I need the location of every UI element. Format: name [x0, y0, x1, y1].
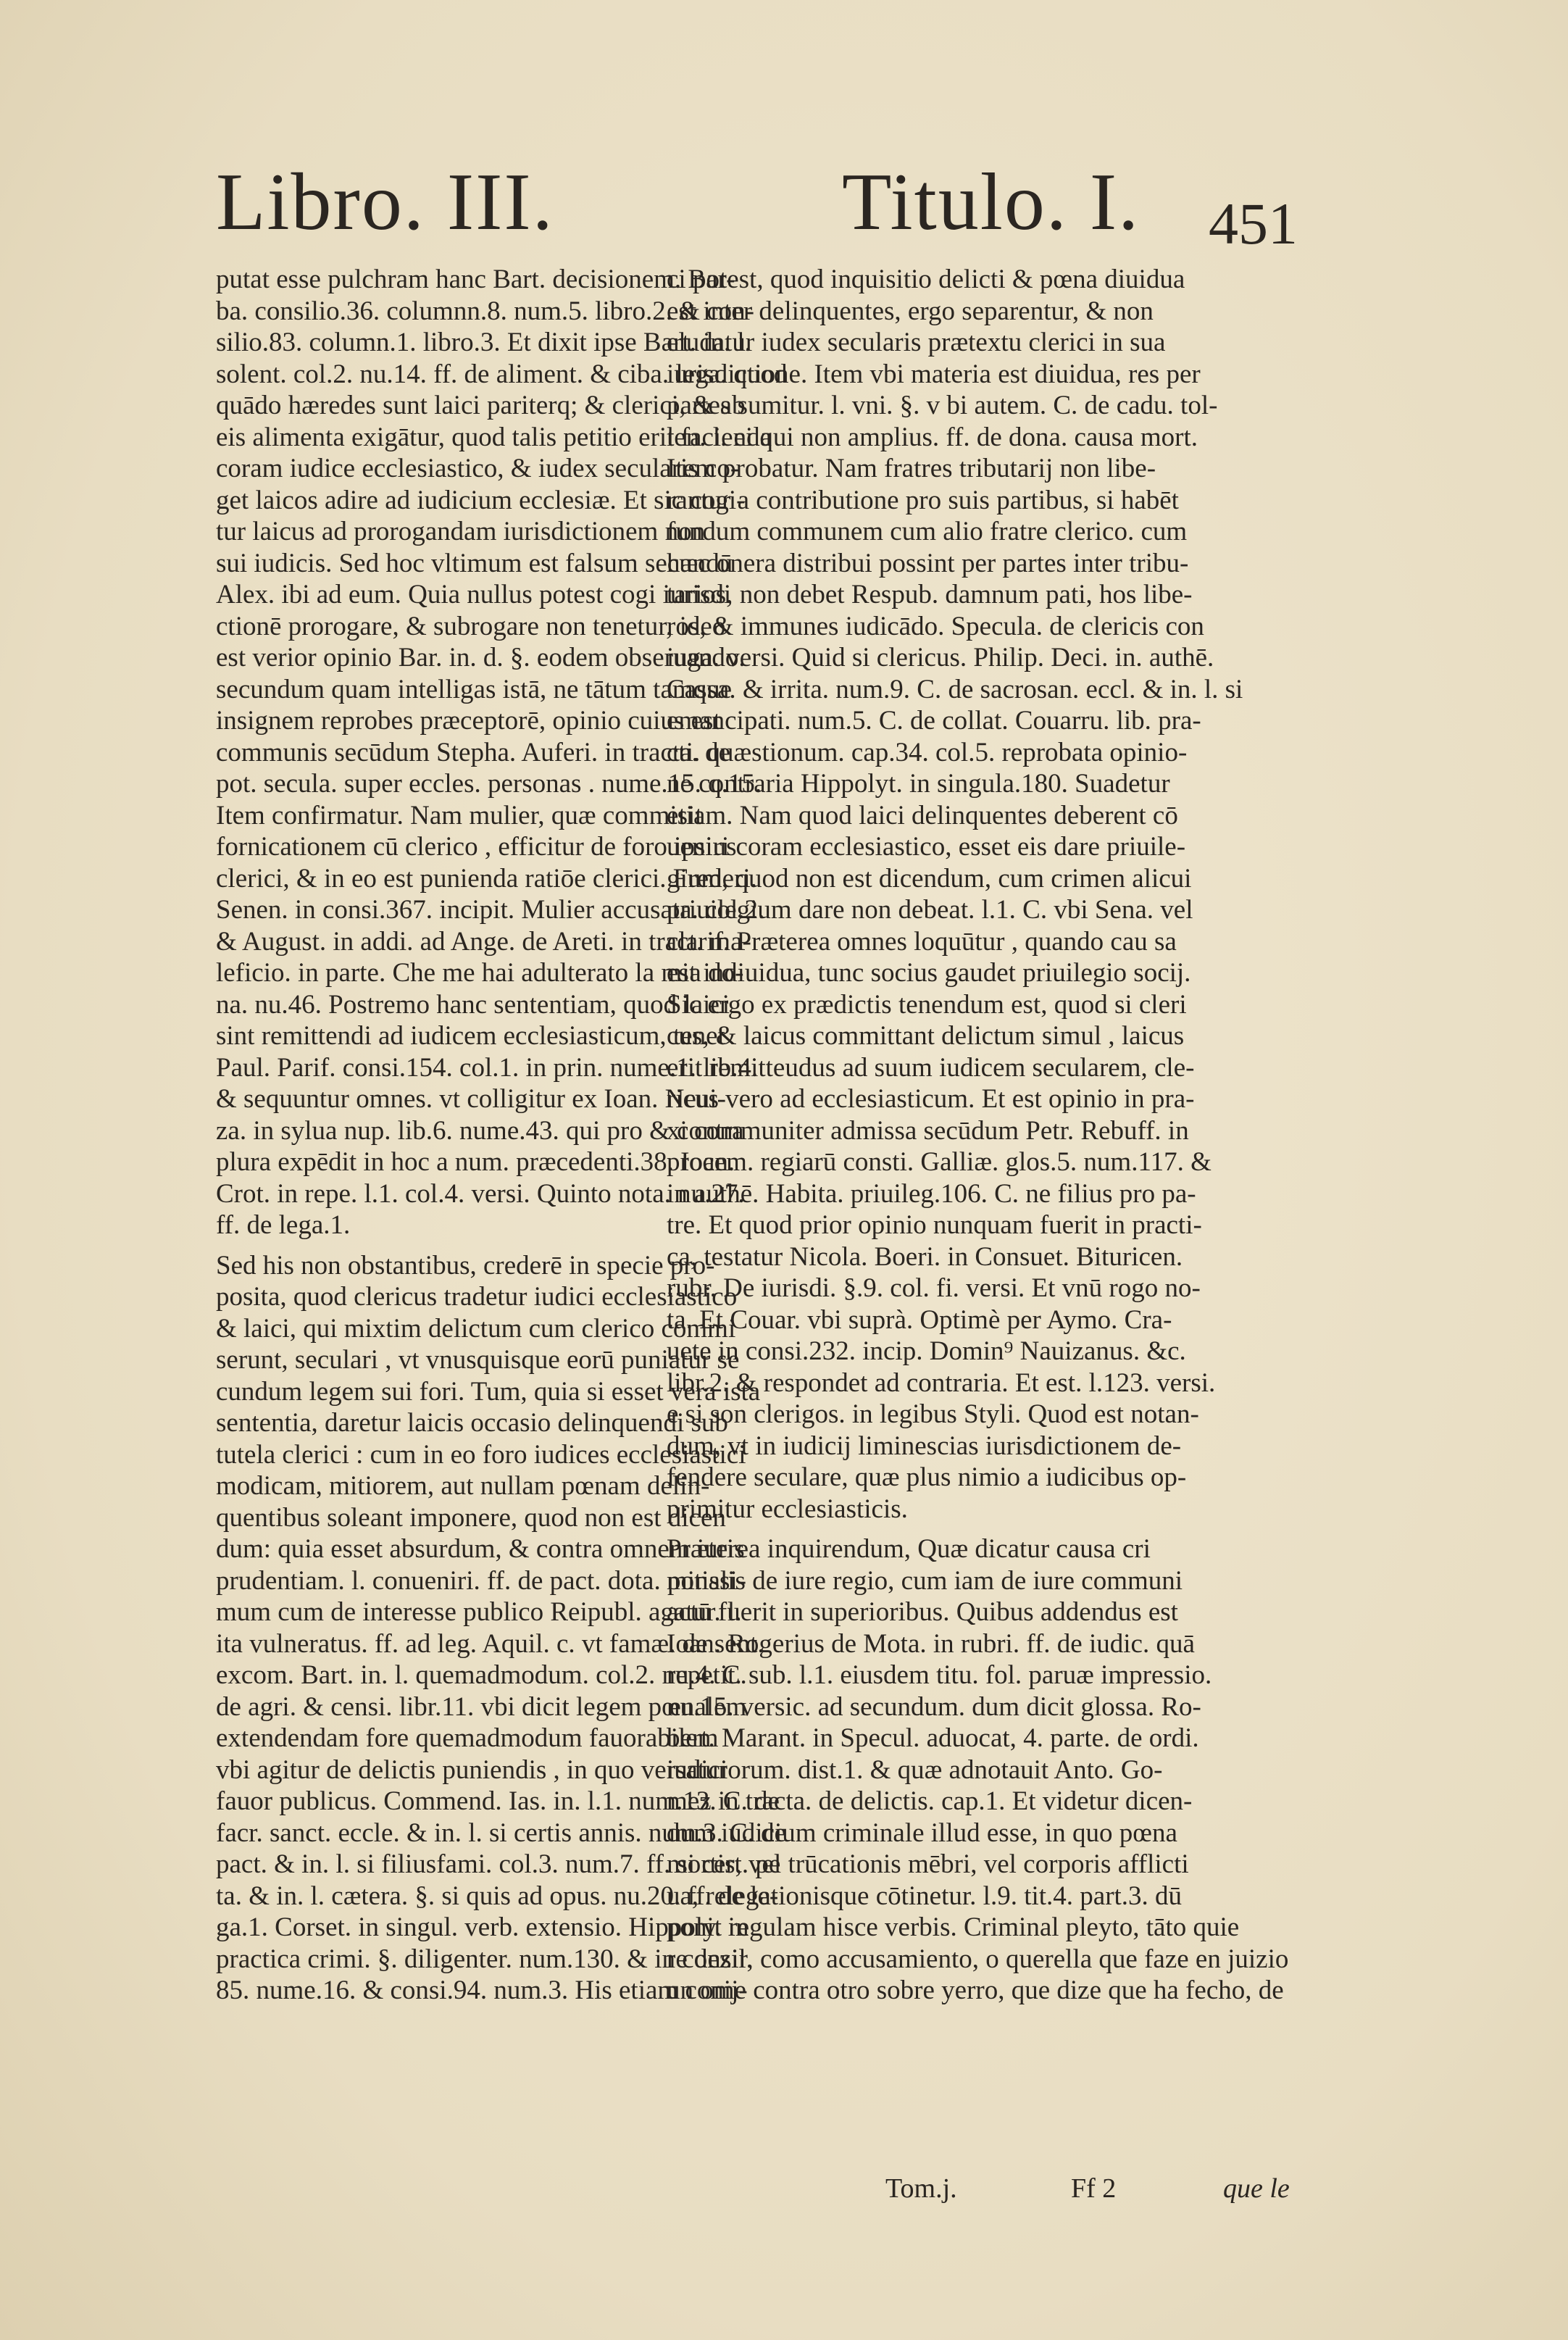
running-head-book: Libro. III. [216, 157, 554, 247]
text-line: clarif. Præterea omnes loquūtur , quando cau sa [667, 926, 1177, 957]
text-line: etiam. Nam quod laici delinquentes deberent cō [667, 800, 1178, 830]
text-line: priuilegium dare non debeat. l.1. C. vbi Sena. vel [667, 895, 1193, 925]
text-line: re dezir, como accusamiento, o querella que faze en juizio [667, 1944, 1289, 1974]
text-line: rubr. De iurisdi. §.9. col. fi. versi. Et vnū rogo no- [667, 1273, 1201, 1303]
text-line: sint remittendi ad iudicem ecclesiasticum, tenet [216, 1021, 725, 1051]
text-line: Paul. Parif. consi.154. col.1. in prin. nume.1. lib.4. [216, 1052, 759, 1083]
text-line: fauor publicus. Commend. Ias. in. l.1. num.13. C. de [216, 1786, 780, 1816]
text-line: Alex. ibi ad eum. Quia nullus potest cogi iurisdi [216, 580, 732, 609]
text-line: mum cum de interesse publico Reipubl. agatur. l. [216, 1597, 742, 1627]
text-line: iudiciorum. dist.1. & quæ adnotauit Anto. Go- [667, 1754, 1163, 1785]
text-line: eis alimenta exigātur, quod talis petitio erit facienda [216, 422, 772, 452]
text-line: sententia, daretur laicis occasio delinquendi sub [216, 1408, 728, 1438]
text-line: quentibus soleant imponere, quod non est dicen [216, 1502, 726, 1533]
text-line: dum, vt in iudicij liminescias iurisdictionem de- [667, 1431, 1182, 1461]
text-line: cundum legem sui fori. Tum, quia si esset vera ista [216, 1376, 761, 1407]
paragraph-break [667, 1525, 1297, 1533]
text-line: nu.15. versic. ad secundum. dum dicit glossa. Ro- [667, 1691, 1201, 1722]
text-line: ta. & in. l. cætera. §. si quis ad opus. nu.20. ff. de le- [216, 1881, 779, 1911]
text-line: est indiuidua, tunc socius gaudet priuilegio socij. [667, 958, 1191, 988]
paragraph-break [216, 1241, 627, 1250]
text-line: putat esse pulchram hanc Bart. decisionem. Bar- [216, 265, 735, 294]
text-line: solent. col.2. nu.14. ff. de aliment. & ciba. lega. quod [216, 359, 788, 389]
text-line: communis secūdum Stepha. Auferi. in tracta. de [216, 737, 731, 767]
text-line: tutela clerici : cum in eo foro iudices ecclesiastici [216, 1439, 746, 1470]
text-line: Senen. in consi.367. incipit. Mulier accusata. col.2. [216, 895, 765, 925]
text-line: repetit. sub. l.1. eiusdem titu. fol. paruæ impressio. [667, 1660, 1212, 1690]
text-line: ta. Et Couar. vbi suprà. Optimè per Aymo. Cra- [667, 1304, 1172, 1335]
text-line: tre. Et quod prior opinio nunquam fuerit in practi- [667, 1210, 1202, 1240]
page-number: 451 [1209, 191, 1298, 257]
text-line: libr.2. & respondet ad contraria. Et est. l.123. versi. [667, 1367, 1216, 1398]
text-line: rantur a contributione pro suis partibus, si habēt [667, 485, 1179, 515]
text-line: extendendam fore quemadmodum fauorabilem [216, 1723, 719, 1753]
right-text-column [667, 264, 1297, 2007]
text-line: Item confirmatur. Nam mulier, quæ commisit [216, 800, 703, 830]
text-line: uete in consi.232. incip. Domin⁹ Nauizanus. &c. [667, 1336, 1186, 1366]
text-line: excom. Bart. in. l. quemadmodum. col.2. nu.4. C. [216, 1660, 747, 1690]
text-line: minalis de iure regio, cum iam de iure communi [667, 1565, 1183, 1596]
text-line: un ome contra otro sobre yerro, que dize que ha fecho, de [667, 1975, 1284, 2005]
text-line: quādo hæredes sunt laici pariterq; & clerici, & ab [216, 391, 746, 420]
text-line: dum iudicium criminale illud esse, in quo pœna [667, 1818, 1177, 1848]
text-line: secundum quam intelligas istā, ne tātum tamque [216, 674, 733, 704]
text-line: ua, relegationisque cōtinetur. l.9. tit.4. part.3. dū [667, 1881, 1183, 1911]
text-line: ba. consilio.36. columnn.8. num.5. libro.2. & con- [216, 296, 754, 326]
catchword: que le [1223, 2173, 1290, 2204]
text-line: Ioan. Rogerius de Mota. in rubri. ff. de iudic. quā [667, 1628, 1195, 1659]
text-line: ctionē prorogare, & subrogare non tenetur, ideo [216, 611, 726, 641]
text-line: ponit regulam hisce verbis. Criminal pleyto, tāto quie [667, 1912, 1240, 1942]
text-line: Præterea inquirendum, Quæ dicatur causa cri [667, 1534, 1151, 1564]
text-line: serunt, seculari , vt vnusquisque eorū puniatur se [216, 1345, 740, 1375]
text-line: e si son clerigos. in legibus Styli. Quod est notan- [667, 1399, 1199, 1429]
text-line: pot. secula. super eccles. personas . nume.15. q.15. [216, 769, 762, 799]
text-line: iuga. versi. Quid si clericus. Philip. Deci. in. authē. [667, 643, 1214, 673]
text-line: practica crimi. §. diligenter. num.130. & in consil. [216, 1944, 753, 1974]
text-line: ricus vero ad ecclesiasticum. Et est opinio in pra- [667, 1084, 1195, 1114]
text-line: ci potest, quod inquisitio delicti & pœna diuidua [667, 265, 1185, 294]
text-line: len. l. ei qui non amplius. ff. de dona. causa mort. [667, 422, 1198, 452]
text-line: posita, quod clericus tradetur iudici ecclesiastico [216, 1282, 738, 1312]
text-line: plura expēdit in hoc a num. præcedenti.38. Ioan. [216, 1147, 735, 1177]
text-line: coram iudice ecclesiastico, & iudex secularis co- [216, 454, 740, 483]
text-line: za. in sylua nup. lib.6. nume.43. qui pro & contra [216, 1115, 744, 1146]
text-line: est inter delinquentes, ergo separentur, & non [667, 296, 1154, 326]
text-line: 85. nume.16. & consi.94. num.3. His etiam conij- [216, 1975, 748, 2005]
text-line: xi communiter admissa secūdum Petr. Rebuff. in [667, 1115, 1189, 1146]
text-line: tur laicus ad prorogandam iurisdictionem non [216, 517, 706, 546]
text-line: modicam, mitiorem, aut nullam pœnam delin- [216, 1471, 710, 1501]
text-line: Sic ergo ex prædictis tenendum est, quod si cleri [667, 989, 1187, 1020]
text-line: iurisdictione. Item vbi materia est diuidua, res per [667, 359, 1201, 389]
text-line: & sequuntur omnes. vt colligitur ex Ioan. Neui- [216, 1084, 726, 1114]
text-line: Cassa. & irrita. num.9. C. de sacrosan. eccl. & in. l. si [667, 674, 1243, 704]
text-line: procem. regiarū consti. Galliæ. glos.5. num.117. & [667, 1147, 1212, 1177]
text-line: partes sumitur. l. vni. §. v bi autem. C. de cadu. tol- [667, 391, 1218, 420]
text-line: tarios, non debet Respub. damnum pati, hos libe- [667, 580, 1193, 609]
text-line: ita vulneratus. ff. ad leg. Aquil. c. vt famæ. de sent. [216, 1628, 764, 1659]
text-line: bert. Marant. in Specul. aduocat, 4. parte. de ordi. [667, 1723, 1199, 1753]
text-line: ne contraria Hippolyt. in singula.180. Suadetur [667, 769, 1170, 799]
text-line: & laici, qui mixtim delictum cum clerico commi [216, 1313, 736, 1344]
text-line: eludatur iudex secularis prætextu clerici in sua [667, 328, 1166, 357]
text-line: silio.83. column.1. libro.3. Et dixit ipse Bart. in. l. [216, 328, 751, 357]
running-head-title: Titulo. I. [842, 157, 1140, 247]
text-line: get laicos adire ad iudicium ecclesiæ. Et sic cogi- [216, 485, 746, 515]
text-line: de agri. & censi. libr.11. vbi dicit legem pœnalem [216, 1691, 747, 1722]
text-line: vbi agitur de delictis puniendis , in quo versatur [216, 1754, 727, 1785]
text-line: cti. quæstionum. cap.34. col.5. reprobata opinio- [667, 737, 1188, 767]
text-line: & August. in addi. ad Ange. de Areti. in tract. ma- [216, 926, 751, 957]
text-line: actū fuerit in superioribus. Quibus addendus est [667, 1597, 1178, 1627]
text-line: hæc onera distribui possint per partes inter tribu- [667, 548, 1189, 578]
text-line: Item probatur. Nam fratres tributarij non libe- [667, 454, 1156, 483]
text-line: fundum communem cum alio fratre clerico. cum [667, 517, 1188, 546]
text-line: cus, & laicus committant delictum simul , laicus [667, 1021, 1185, 1051]
text-line: fornicationem cū clerico , efficitur de foro ipsius [216, 832, 737, 862]
text-line: erit remitteudus ad suum iudicem secularem, cle- [667, 1052, 1195, 1083]
text-line: fendere seculare, quæ plus nimio a iudicibus op- [667, 1462, 1187, 1492]
text-line: Crot. in repe. l.1. col.4. versi. Quinto nota. nu.27. [216, 1178, 745, 1209]
text-line: est verior opinio Bar. in. d. §. eodem obseruando. [216, 643, 746, 673]
text-line: sui iudicis. Sed hoc vltimum est falsum secundū [216, 548, 733, 578]
text-line: emancipati. num.5. C. de collat. Couarru. lib. pra- [667, 706, 1201, 736]
text-line: primitur ecclesiasticis. [667, 1494, 908, 1524]
text-line: insignem reprobes præceptorē, opinio cuius est [216, 706, 721, 736]
text-line: ueniri coram ecclesiastico, esset eis dare priuile- [667, 832, 1186, 862]
text-line: mez in tracta. de delictis. cap.1. Et videtur dicen- [667, 1786, 1193, 1816]
text-line: in authē. Habita. priuileg.106. C. ne filius pro pa- [667, 1178, 1196, 1209]
text-line: dum: quia esset absurdum, & contra omnem iuris [216, 1534, 745, 1564]
text-line: clerici, & in eo est punienda ratiōe clerici. Frederi. [216, 863, 757, 894]
text-line: na. nu.46. Postremo hanc sententiam, quod laici [216, 989, 730, 1020]
volume-signature: Tom.j. [885, 2173, 957, 2204]
text-line: facr. sanct. eccle. & in. l. si certis annis. num.3. C. de [216, 1818, 787, 1848]
text-line: pact. & in. l. si filiusfami. col.3. num.7. ff. si cert. pe [216, 1849, 781, 1879]
text-line: ff. de lega.1. [216, 1210, 351, 1240]
text-line: leficio. in parte. Che me hai adulterato la mia do- [216, 958, 744, 988]
text-line: ga.1. Corset. in singul. verb. extensio. Hippoly. in [216, 1912, 749, 1942]
text-line: ca, testatur Nicola. Boeri. in Consuet. Bituricen. [667, 1241, 1183, 1272]
gathering-signature: Ff 2 [1071, 2173, 1117, 2204]
text-line: ros, & immunes iudicādo. Specula. de clericis con [667, 611, 1204, 641]
text-line: prudentiam. l. conueniri. ff. de pact. dota. potissi- [216, 1565, 746, 1596]
text-line: gium, quod non est dicendum, cum crimen alicui [667, 863, 1192, 894]
text-line: Sed his non obstantibus, crederē in specie pro- [216, 1250, 715, 1281]
text-line: mortis, vel trūcationis mēbri, vel corporis afflicti [667, 1849, 1189, 1879]
